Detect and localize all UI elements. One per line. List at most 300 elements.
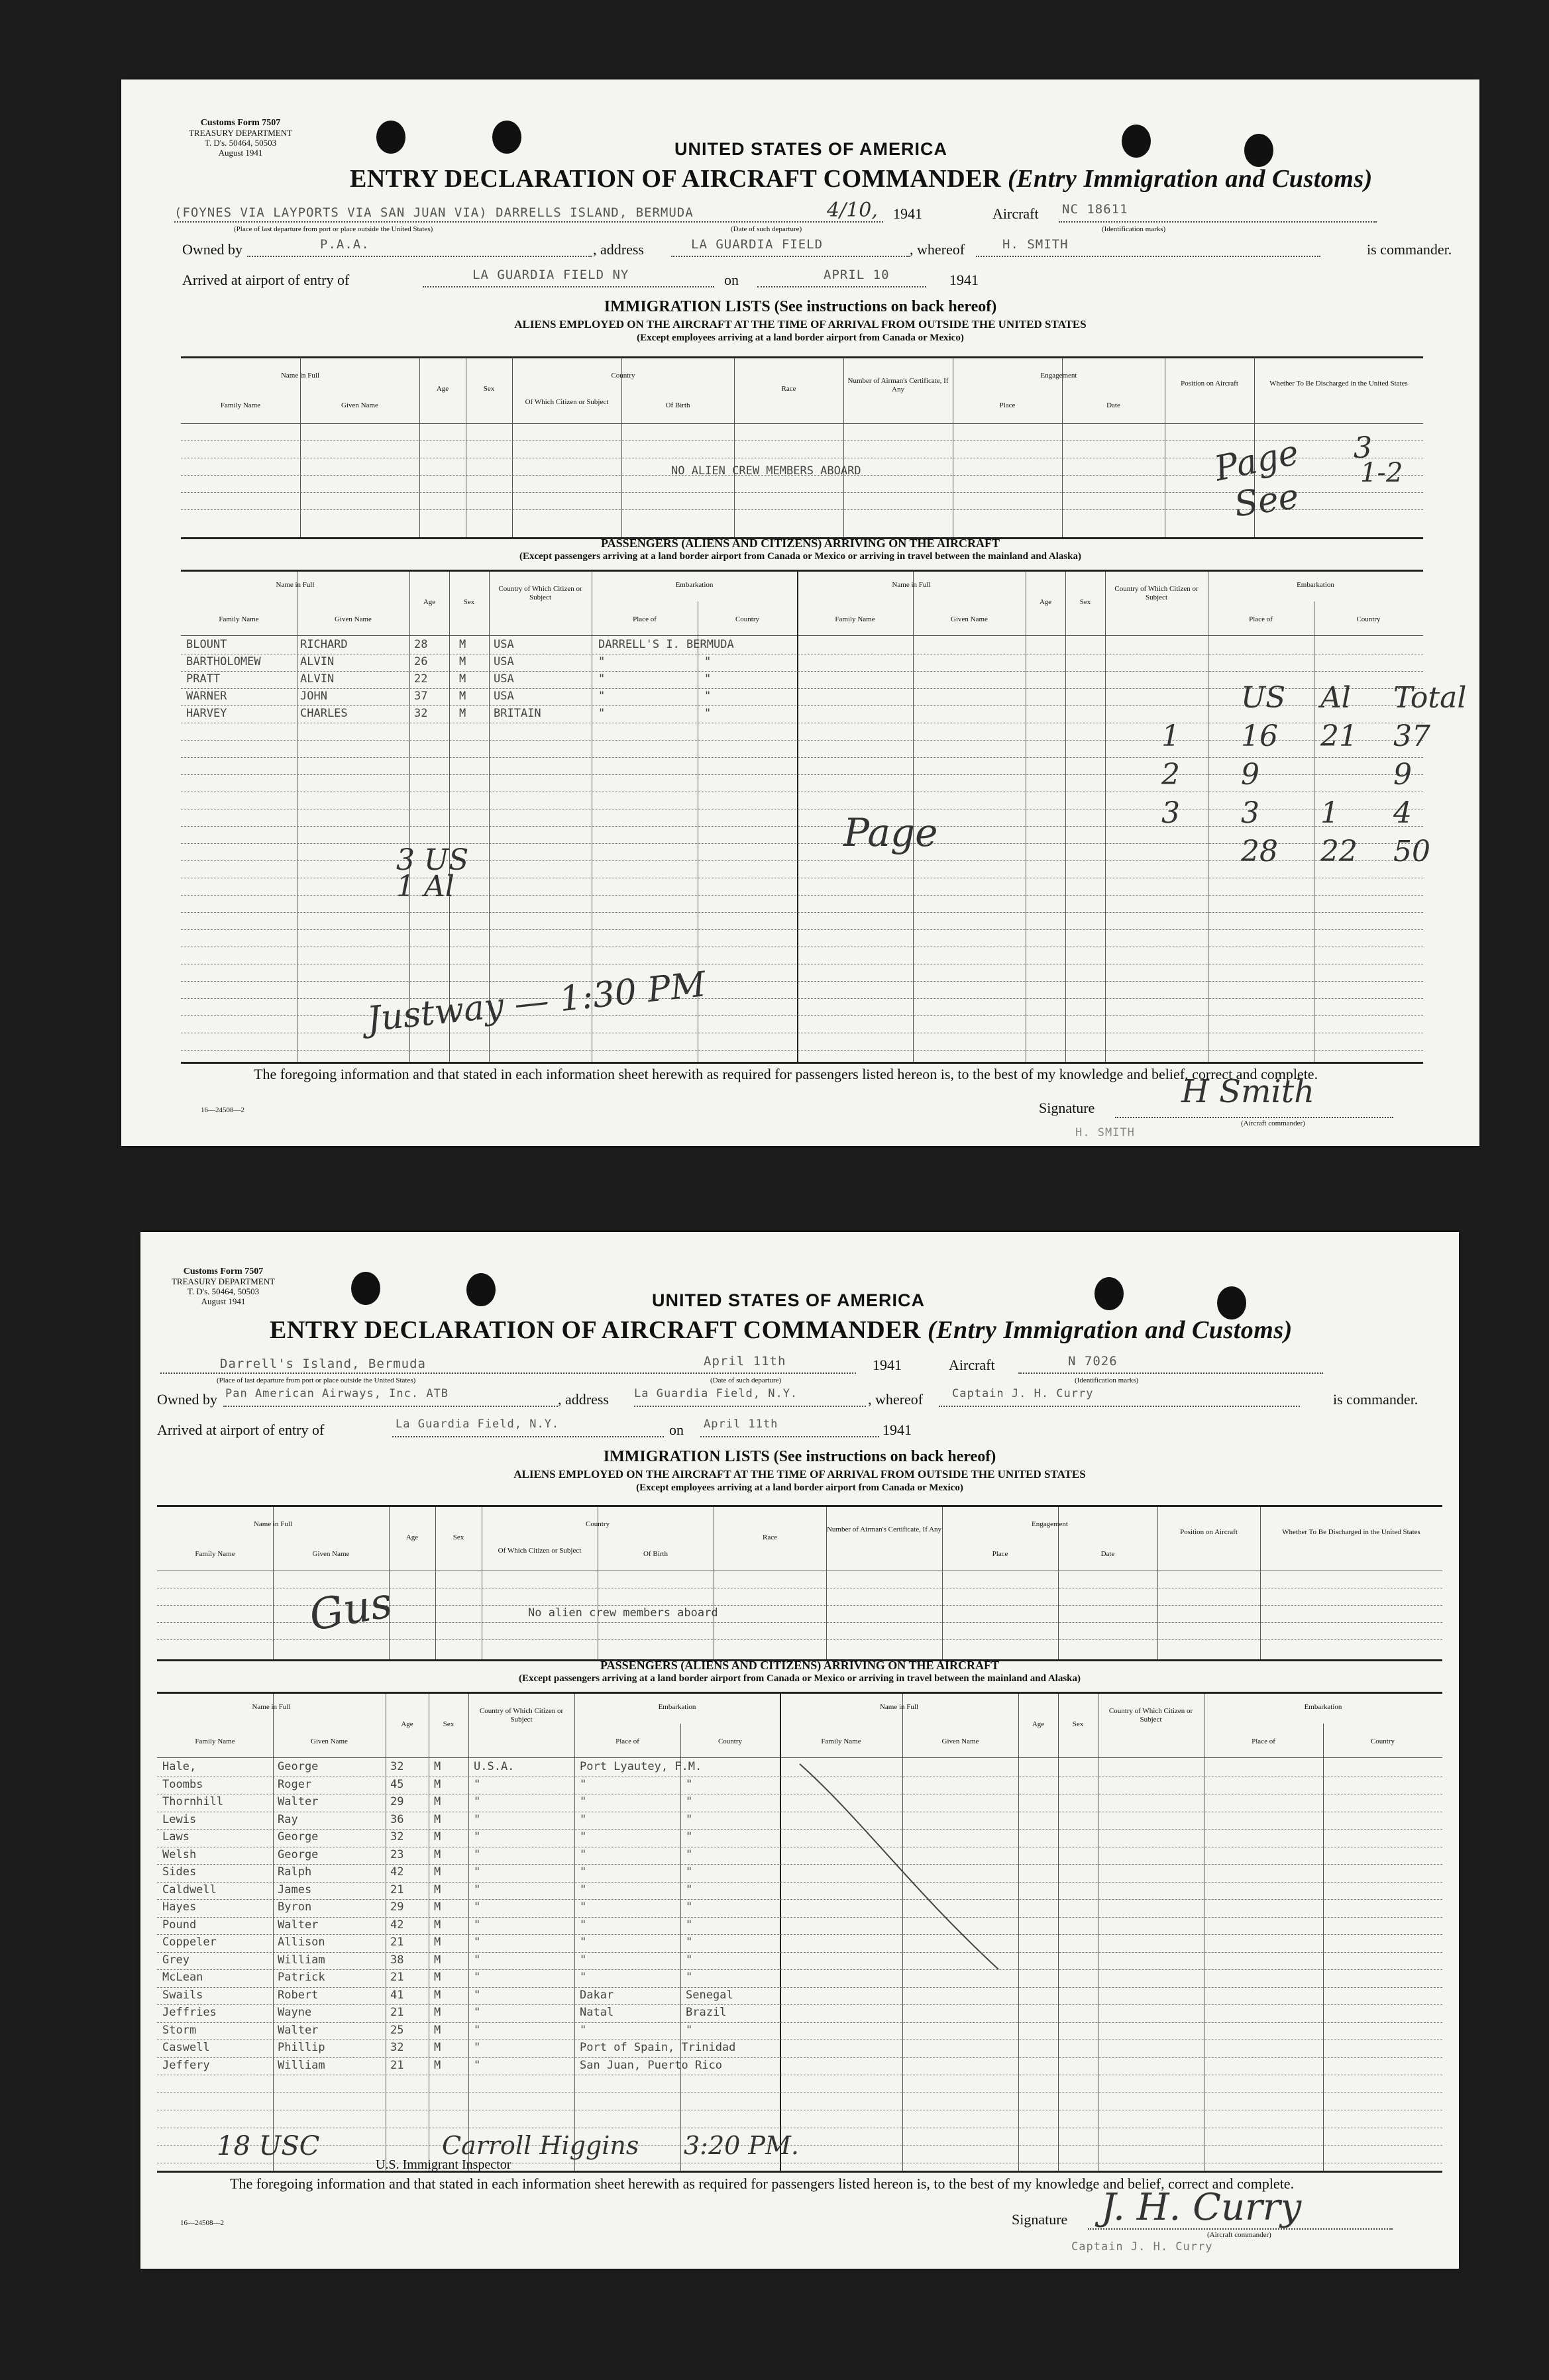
year-suffix: 1 [915, 205, 922, 222]
col-given-name: Given Name [312, 1550, 350, 1558]
passenger-given: ALVIN [300, 655, 335, 668]
passenger-age: 32 [390, 1830, 404, 1843]
col-sex: Sex [453, 1533, 464, 1541]
passenger-country: " [474, 1936, 481, 1949]
col-country: Country [611, 372, 635, 380]
row-rule [181, 1050, 1423, 1051]
treasury-decisions: T. D's. 50464, 50503 [204, 138, 277, 148]
row-rule [181, 688, 1423, 689]
handwritten-time: 3:20 PM. [684, 2131, 799, 2160]
passenger-country: " [474, 1988, 481, 2002]
passengers-subheading: (Except passengers arriving at a land border airport from Canada or Mexico or arriving in travel between the mainland and Alaska) [518, 1673, 1081, 1684]
passenger-sex: M [434, 1918, 441, 1932]
col-position: Position on Aircraft [1180, 1528, 1238, 1536]
aliens-subheading: (Except employees arriving at a land border airport from Canada or Mexico) [636, 1482, 963, 1493]
signature: J. H. Curry [1101, 2186, 1302, 2229]
passenger-age: 21 [390, 1936, 404, 1949]
field-line [757, 286, 926, 287]
row-rule [181, 757, 1423, 758]
passenger-country: " [474, 2023, 481, 2037]
passenger-country-emb: " [686, 1971, 693, 1984]
col-name-in-full: Name in Full [252, 1703, 291, 1711]
punch-hole [376, 121, 405, 154]
address: La Guardia Field, N.Y. [634, 1387, 798, 1400]
caption-ident: (Identification marks) [1075, 1376, 1139, 1384]
address: LA GUARDIA FIELD [691, 237, 824, 252]
passenger-sex: M [459, 707, 466, 720]
col-sex: Sex [463, 598, 475, 606]
address-label: , address [593, 241, 644, 258]
col-given-name: Given Name [341, 401, 378, 409]
arrived-date: APRIL 10 [824, 268, 890, 282]
handwritten-number: 3 [1354, 431, 1372, 465]
passenger-given: RICHARD [300, 638, 348, 651]
signature-caption: (Aircraft commander) [1241, 1119, 1305, 1127]
col-given-name-2: Given Name [951, 615, 988, 623]
col-country-citizen: Country of Which Citizen or Subject [498, 585, 582, 601]
col-rule [300, 358, 301, 537]
handwritten-inspector: Carroll Higgins [442, 2131, 639, 2160]
passenger-sex: M [459, 638, 466, 651]
col-sex: Sex [483, 385, 495, 393]
passenger-age: 22 [414, 672, 428, 686]
form-date: August 1941 [201, 1296, 246, 1306]
field-line [223, 1406, 558, 1407]
passenger-country-emb: " [686, 1830, 693, 1843]
arrived-label: Arrived at airport of entry of [182, 272, 350, 288]
punch-hole [492, 121, 521, 154]
passenger-country-emb: " [704, 655, 712, 668]
crew-table [157, 1505, 1442, 1661]
col-country-emb: Country [735, 615, 760, 623]
aircraft-id: NC 18611 [1062, 202, 1128, 217]
arrived-year [949, 272, 979, 289]
passenger-sex: M [434, 1900, 441, 1914]
tally-value: 2 [1161, 758, 1180, 792]
col-sex-2: Sex [1072, 1720, 1084, 1728]
punch-hole [1244, 134, 1273, 167]
aliens-subheading: (Except employees arriving at a land border airport from Canada or Mexico) [637, 333, 964, 343]
col-country-citizen: Country of Which Citizen or Subject [479, 1707, 564, 1724]
place-of-departure: Darrell's Island, Bermuda [220, 1357, 426, 1371]
passenger-given: Allison [278, 1936, 325, 1949]
passenger-country: " [474, 1830, 481, 1843]
form-title [350, 164, 1373, 193]
col-citizen-of: Of Which Citizen or Subject [525, 398, 609, 406]
row-rule [181, 826, 1423, 827]
col-rule [1065, 572, 1066, 1062]
passenger-age: 21 [390, 1971, 404, 1984]
col-name-in-full: Name in Full [253, 1520, 293, 1528]
passenger-age: 29 [390, 1795, 404, 1808]
col-name-in-full: Name in Full [280, 372, 320, 380]
tally-value: 22 [1320, 835, 1358, 868]
passenger-place: " [580, 1953, 587, 1967]
passenger-place: " [580, 1918, 587, 1932]
aircraft-label: Aircraft [992, 205, 1039, 222]
col-rule [435, 1507, 436, 1659]
commander: Captain J. H. Curry [952, 1387, 1094, 1400]
passenger-age: 29 [390, 1900, 404, 1914]
print-code: 16—24508—2 [201, 1106, 244, 1114]
passenger-place: DARRELL'S I. BERMUDA [598, 638, 734, 651]
address-label: , address [558, 1391, 609, 1408]
col-rule [409, 572, 410, 1062]
year-prefix: 194 [873, 1357, 894, 1373]
field-line [392, 1436, 664, 1437]
col-airman-cert: Number of Airman's Certificate, If Any [847, 377, 949, 393]
col-race: Race [781, 385, 796, 393]
col-country-emb-2: Country [1356, 615, 1381, 623]
passenger-country: " [474, 1795, 481, 1808]
passenger-given: Walter [278, 2023, 319, 2037]
col-place: Place [992, 1550, 1008, 1558]
col-rule [942, 1507, 943, 1659]
owner: Pan American Airways, Inc. ATB [225, 1387, 449, 1400]
col-given-name: Given Name [311, 1737, 348, 1745]
passenger-family: BARTHOLOMEW [186, 655, 261, 668]
row-rule [181, 671, 1423, 672]
tally-value: 3 [1241, 796, 1259, 830]
col-position: Position on Aircraft [1181, 380, 1238, 388]
col-embarkation: Embarkation [675, 581, 714, 589]
passenger-family: Caldwell [162, 1883, 217, 1896]
passenger-country: USA [494, 672, 514, 686]
year-prefix: 194 [882, 1422, 904, 1438]
col-place-of-2: Place of [1249, 615, 1273, 623]
passenger-country-emb: " [686, 1918, 693, 1932]
passenger-sex: M [434, 1883, 441, 1896]
passenger-given: ALVIN [300, 672, 335, 686]
passenger-place: " [598, 672, 606, 686]
department: TREASURY DEPARTMENT [188, 128, 293, 138]
passenger-country-emb: " [686, 1847, 693, 1861]
passenger-place: " [598, 655, 606, 668]
passenger-age: 28 [414, 638, 428, 651]
passenger-family: Swails [162, 1988, 203, 2002]
col-airman-cert: Number of Airman's Certificate, If Any [826, 1526, 942, 1533]
year-suffix: 1 [904, 1422, 912, 1438]
passenger-country: " [474, 1953, 481, 1967]
passenger-given: James [278, 1883, 312, 1896]
passenger-age: 26 [414, 655, 428, 668]
passenger-family: Grey [162, 1953, 189, 1967]
col-age-2: Age [1032, 1720, 1045, 1728]
col-rule [1058, 1507, 1059, 1659]
field-line [174, 221, 883, 223]
col-family-name-2: Family Name [835, 615, 875, 623]
tally-value: 16 [1241, 719, 1278, 753]
owned-by-label: Owned by [157, 1391, 218, 1408]
is-commander-label: is commander. [1367, 241, 1452, 258]
passenger-place: " [580, 1865, 587, 1879]
passenger-place: Port Lyautey, F.M. [580, 1760, 702, 1773]
tally-value: 37 [1393, 719, 1430, 753]
passenger-sex: M [434, 1760, 441, 1773]
passenger-country-emb: Senegal [686, 1988, 733, 2002]
field-line [247, 256, 592, 257]
row-rule [181, 998, 1423, 999]
arrived-at: LA GUARDIA FIELD NY [472, 268, 629, 282]
passenger-sex: M [434, 2041, 441, 2054]
passenger-country: " [474, 1812, 481, 1826]
passenger-family: HARVEY [186, 707, 227, 720]
on-label: on [724, 272, 739, 288]
col-place-of: Place of [633, 615, 657, 623]
passenger-table [181, 570, 1467, 1064]
passenger-given: Ralph [278, 1865, 312, 1879]
commander: H. SMITH [1002, 237, 1069, 252]
col-country-emb-2: Country [1370, 1737, 1395, 1745]
passenger-country-emb: Brazil [686, 2006, 727, 2019]
col-name-in-full-2: Name in Full [879, 1703, 919, 1711]
declaration-form-2 [140, 1232, 1459, 2269]
passenger-country-emb: " [704, 707, 712, 720]
date-of-departure: April 11th [704, 1354, 786, 1369]
title-main: ENTRY DECLARATION OF AIRCRAFT COMMANDER [270, 1316, 921, 1344]
passenger-family: Sides [162, 1865, 197, 1879]
passenger-family: Jeffries [162, 2006, 217, 2019]
arrived-year [882, 1422, 912, 1439]
field-line [423, 286, 714, 287]
handwritten-pages: 1-2 [1360, 458, 1403, 488]
passenger-sex: M [434, 2023, 441, 2037]
passenger-sex: M [434, 1847, 441, 1861]
passenger-given: Ray [278, 1812, 298, 1826]
passenger-country: " [474, 1847, 481, 1861]
year-prefix: 194 [949, 272, 971, 288]
passenger-place: Port of Spain, Trinidad [580, 2041, 736, 2054]
passenger-sex: M [459, 690, 466, 703]
passenger-given: Walter [278, 1795, 319, 1808]
passenger-country: " [474, 1777, 481, 1791]
passengers-subheading: (Except passengers arriving at a land border airport from Canada or Mexico or arriving in travel between the mainland and Alaska) [519, 551, 1082, 562]
passenger-age: 25 [390, 2023, 404, 2037]
col-birth: Of Birth [643, 1550, 668, 1558]
arrived-at: La Guardia Field, N.Y. [396, 1418, 560, 1431]
owner: P.A.A. [320, 237, 370, 252]
col-rule [273, 1507, 274, 1659]
passenger-family: Welsh [162, 1847, 197, 1861]
passenger-age: 42 [390, 1865, 404, 1879]
tally-value: 21 [1320, 719, 1358, 753]
declaration-form-1 [121, 79, 1479, 1146]
passenger-age: 21 [390, 2006, 404, 2019]
col-embarkation-2: Embarkation [1304, 1703, 1342, 1711]
passenger-country: " [474, 1971, 481, 1984]
passenger-age: 32 [414, 707, 428, 720]
title-paren: (Entry Immigration and Customs) [927, 1316, 1293, 1344]
passenger-country: " [474, 1883, 481, 1896]
signature-caption: (Aircraft commander) [1207, 2231, 1271, 2239]
passenger-sex: M [434, 2058, 441, 2072]
passenger-age: 36 [390, 1812, 404, 1826]
passenger-place: " [580, 1900, 587, 1914]
row-rule [181, 440, 1423, 441]
col-engagement: Engagement [1032, 1520, 1068, 1528]
passenger-family: BLOUNT [186, 638, 227, 651]
year-label [873, 1357, 902, 1374]
passenger-country-emb: " [686, 1883, 693, 1896]
passenger-sex: M [434, 1971, 441, 1984]
arrived-date: April 11th [704, 1418, 778, 1431]
whereof-label: , whereof [868, 1391, 924, 1408]
col-name-in-full-2: Name in Full [892, 581, 931, 589]
col-discharged: Whether To Be Discharged in the United States [1282, 1528, 1420, 1536]
passenger-given: George [278, 1760, 319, 1773]
passenger-place: Dakar [580, 1988, 614, 2002]
half-divider [797, 572, 798, 1062]
aircraft-label: Aircraft [949, 1357, 995, 1373]
form-number: Customs Form 7507 [183, 1267, 264, 1276]
col-rule [680, 1724, 681, 2171]
passenger-family: Caswell [162, 2041, 210, 2054]
no-crew-note: NO ALIEN CREW MEMBERS ABOARD [671, 464, 861, 478]
col-place-of: Place of [615, 1737, 639, 1745]
statement: The foregoing information and that stated in each information sheet herewith as required for passengers listed hereon is, to the best of my knowledge and belief, correct and complete. [230, 2175, 1295, 2192]
col-rule [621, 358, 622, 537]
tally-value: 1 [1320, 796, 1339, 830]
passenger-country: USA [494, 655, 514, 668]
whereof-label: , whereof [910, 241, 965, 258]
col-embarkation: Embarkation [658, 1703, 696, 1711]
date-of-departure: 4/10, [827, 199, 878, 222]
passenger-sex: M [434, 1988, 441, 2002]
passenger-sex: M [434, 2006, 441, 2019]
year-suffix: 1 [894, 1357, 902, 1373]
tally-header: US [1241, 681, 1286, 715]
passenger-country-emb: " [686, 1936, 693, 1949]
passenger-sex: M [459, 655, 466, 668]
field-line [160, 1372, 856, 1374]
passenger-sex: M [434, 1812, 441, 1826]
title-paren: (Entry Immigration and Customs) [1007, 165, 1373, 193]
aliens-heading: ALIENS EMPLOYED ON THE AIRCRAFT AT THE TIME OF ARRIVAL FROM OUTSIDE THE UNITED STATES [514, 318, 1087, 331]
passenger-family: Jeffery [162, 2058, 210, 2072]
passengers-heading: PASSENGERS (ALIENS AND CITIZENS) ARRIVING ON THE AIRCRAFT [600, 1659, 999, 1672]
passenger-place: " [580, 1936, 587, 1949]
passenger-family: Laws [162, 1830, 189, 1843]
passenger-family: Coppeler [162, 1936, 217, 1949]
passenger-given: Walter [278, 1918, 319, 1932]
row-rule [181, 912, 1423, 913]
col-family-name-2: Family Name [821, 1737, 861, 1745]
passenger-age: 21 [390, 1883, 404, 1896]
col-embarkation-2: Embarkation [1297, 581, 1334, 589]
passenger-given: Patrick [278, 1971, 325, 1984]
passenger-family: Pound [162, 1918, 197, 1932]
col-age: Age [405, 1533, 419, 1541]
passenger-sex: M [434, 1777, 441, 1791]
form-id-block [174, 118, 307, 158]
year-label [893, 205, 922, 223]
on-label: on [669, 1422, 684, 1438]
caption-place: (Place of last departure from port or place outside the United States) [217, 1376, 416, 1384]
passenger-sex: M [434, 1830, 441, 1843]
passenger-place: " [598, 690, 606, 703]
passenger-given: Wayne [278, 2006, 312, 2019]
col-rule [1323, 1724, 1324, 2171]
passenger-place: " [580, 1812, 587, 1826]
passenger-given: Robert [278, 1988, 319, 2002]
caption-date: (Date of such departure) [731, 225, 802, 233]
handwritten-us-count: 3 US [396, 843, 469, 877]
passenger-sex: M [434, 1865, 441, 1879]
passenger-place: " [580, 1830, 587, 1843]
no-crew-note: No alien crew members aboard [528, 1606, 718, 1620]
col-sex: Sex [443, 1720, 454, 1728]
handwritten-count: 18 USC [217, 2131, 320, 2161]
row-rule [181, 929, 1423, 930]
row-rule [157, 1987, 1442, 1988]
passenger-age: 37 [414, 690, 428, 703]
passenger-given: William [278, 1953, 325, 1967]
col-age: Age [423, 598, 436, 606]
passenger-country: " [474, 1900, 481, 1914]
passenger-age: 32 [390, 2041, 404, 2054]
handwritten-page: Page [843, 810, 938, 855]
caption-ident: (Identification marks) [1102, 225, 1166, 233]
passenger-country: " [474, 2058, 481, 2072]
passenger-place: " [580, 1777, 587, 1791]
passenger-given: Byron [278, 1900, 312, 1914]
col-family-name: Family Name [195, 1550, 235, 1558]
passenger-family: WARNER [186, 690, 227, 703]
col-family-name: Family Name [219, 615, 259, 623]
passenger-age: 23 [390, 1847, 404, 1861]
col-discharged: Whether To Be Discharged in the United States [1269, 380, 1408, 388]
passenger-age: 21 [390, 2058, 404, 2072]
signature: H Smith [1181, 1073, 1315, 1110]
passenger-family: Lewis [162, 1812, 197, 1826]
form-date: August 1941 [218, 148, 263, 158]
passenger-place: " [580, 1883, 587, 1896]
col-country-citizen-2: Country of Which Citizen or Subject [1114, 585, 1199, 601]
passenger-place: " [580, 2023, 587, 2037]
passenger-place: San Juan, Puerto Rico [580, 2058, 722, 2072]
signature-label: Signature [1039, 1100, 1095, 1116]
tally-value: 28 [1241, 835, 1278, 868]
passenger-given: George [278, 1830, 319, 1843]
col-family-name: Family Name [195, 1737, 235, 1745]
col-family-name: Family Name [220, 401, 261, 409]
place-of-departure: (FOYNES VIA LAYPORTS VIA SAN JUAN VIA) DARRELLS ISLAND, BERMUDA [174, 205, 694, 220]
tally-header: Al [1320, 681, 1351, 715]
caption-date: (Date of such departure) [710, 1376, 782, 1384]
col-name-in-full: Name in Full [276, 581, 315, 589]
typed-signature: H. SMITH [1075, 1126, 1135, 1139]
passenger-age: 45 [390, 1777, 404, 1791]
crew-table [181, 356, 1423, 539]
row-rule [181, 705, 1423, 706]
passenger-age: 32 [390, 1760, 404, 1773]
passenger-given: JOHN [300, 690, 327, 703]
punch-hole [466, 1273, 496, 1306]
col-rule [512, 358, 513, 537]
col-rule [574, 1694, 575, 2171]
passenger-country-emb: " [686, 1953, 693, 1967]
passengers-heading: PASSENGERS (ALIENS AND CITIZENS) ARRIVING ON THE AIRCRAFT [601, 537, 1000, 550]
col-race: Race [763, 1533, 777, 1541]
col-rule [389, 1507, 390, 1659]
row-rule [181, 843, 1423, 844]
immigration-heading: IMMIGRATION LISTS (See instructions on back hereof) [603, 1448, 996, 1465]
print-code: 16—24508—2 [180, 2219, 224, 2227]
row-rule [181, 981, 1423, 982]
col-engagement: Engagement [1040, 372, 1077, 380]
field-line [700, 1436, 879, 1437]
col-rule [1018, 1694, 1019, 2171]
